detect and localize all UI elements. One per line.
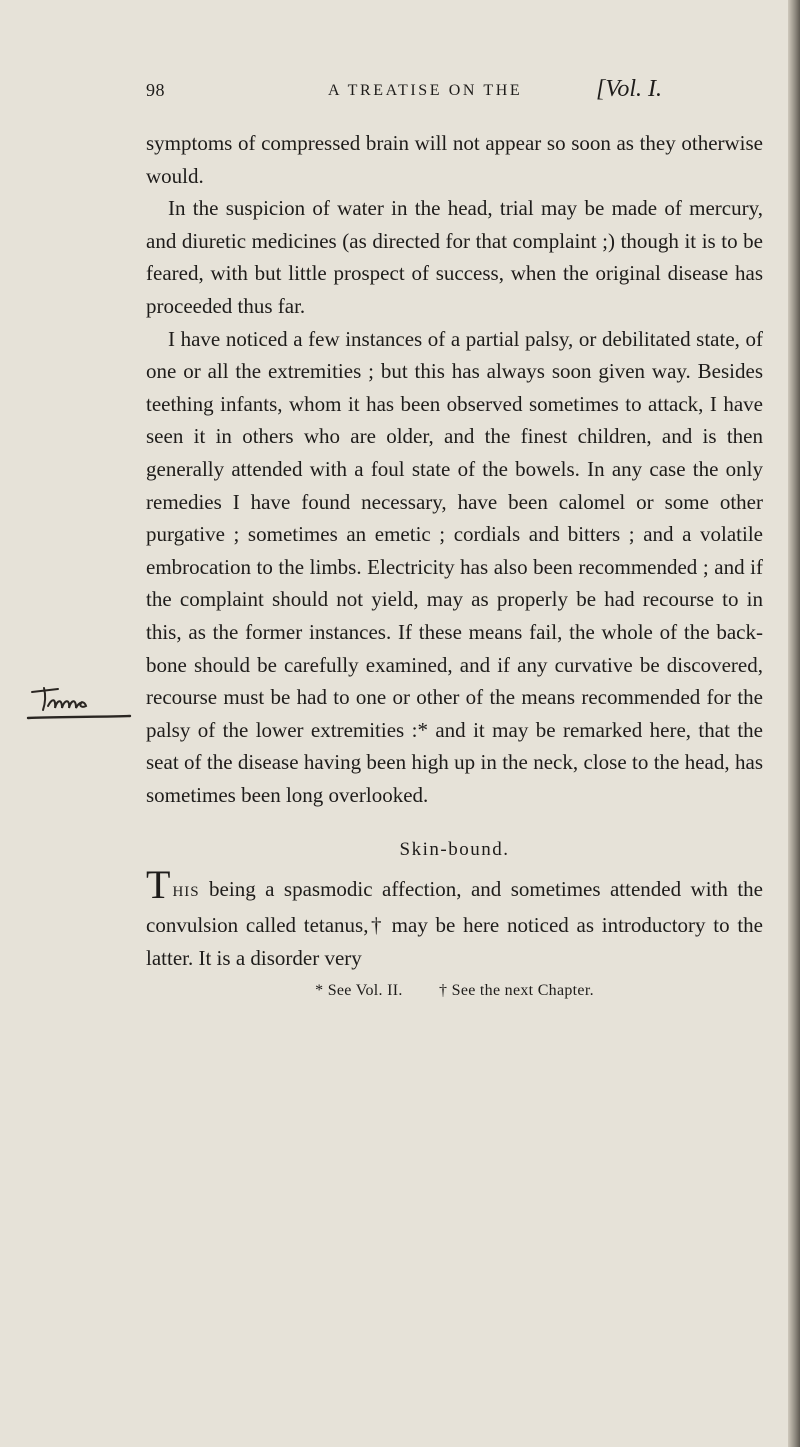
handwriting-tune-icon: [24, 680, 134, 720]
footnote-2: † See the next Chapter.: [439, 982, 594, 1000]
lead-word: HIS: [172, 884, 200, 901]
footnotes: [146, 982, 763, 1000]
drop-cap: T: [146, 862, 171, 908]
section-text: being a spasmodic affection, and sometimes attended with the convulsion called tetanus,† may be here noticed as introductory to the latter. It is a disorder very: [146, 877, 763, 970]
page-number: 98: [146, 80, 165, 100]
volume-label: [Vol. I.: [596, 76, 662, 102]
running-title: A TREATISE ON THE: [328, 82, 523, 99]
section-paragraph: [146, 862, 763, 974]
footnote-1: * See Vol. II.: [315, 982, 403, 1000]
handwritten-margin-note: [24, 680, 134, 720]
volume-mark: [596, 76, 662, 103]
page-edge-shadow: [788, 0, 800, 1447]
running-header: [146, 76, 766, 112]
paragraph-3: I have noticed a few instances of a partial palsy, or debilitated state, of one or all the extremities ; but this has always soon given way. Besides teething infants, whom it has been observed sometimes to attack, I have seen it in others who are older, and the finest children, and is then generally attended with a foul state of the bowels. In any case the only remedies I have found necessary, have been calomel or some other purgative ; sometimes an emetic ; cordials and bitters ; and a volatile embrocation to the limbs. Electricity has also been recommended ; and if the complaint should not yield, may as properly be had recourse to in this, as the former instances. If these means fail, the whole of the back-bone should be carefully examined, and if any curvative be discovered, recourse must be had to one or other of the means recommended for the palsy of the lower extremities :* and it may be remarked here, that the seat of the disease having been high up in the neck, close to the head, has sometimes been long overlooked.: [146, 326, 763, 807]
paragraph-1: symptoms of compressed brain will not appear so soon as they otherwise would.: [146, 131, 763, 188]
section-heading: Skin-bound.: [399, 839, 510, 861]
body-text: [146, 127, 763, 1000]
paragraph-2: In the suspicion of water in the head, trial may be made of mercury, and diuretic medicines (as directed for that complaint ;) though it is to be feared, with but little prospect of success, when the original disease has proceeded thus far.: [146, 196, 763, 318]
